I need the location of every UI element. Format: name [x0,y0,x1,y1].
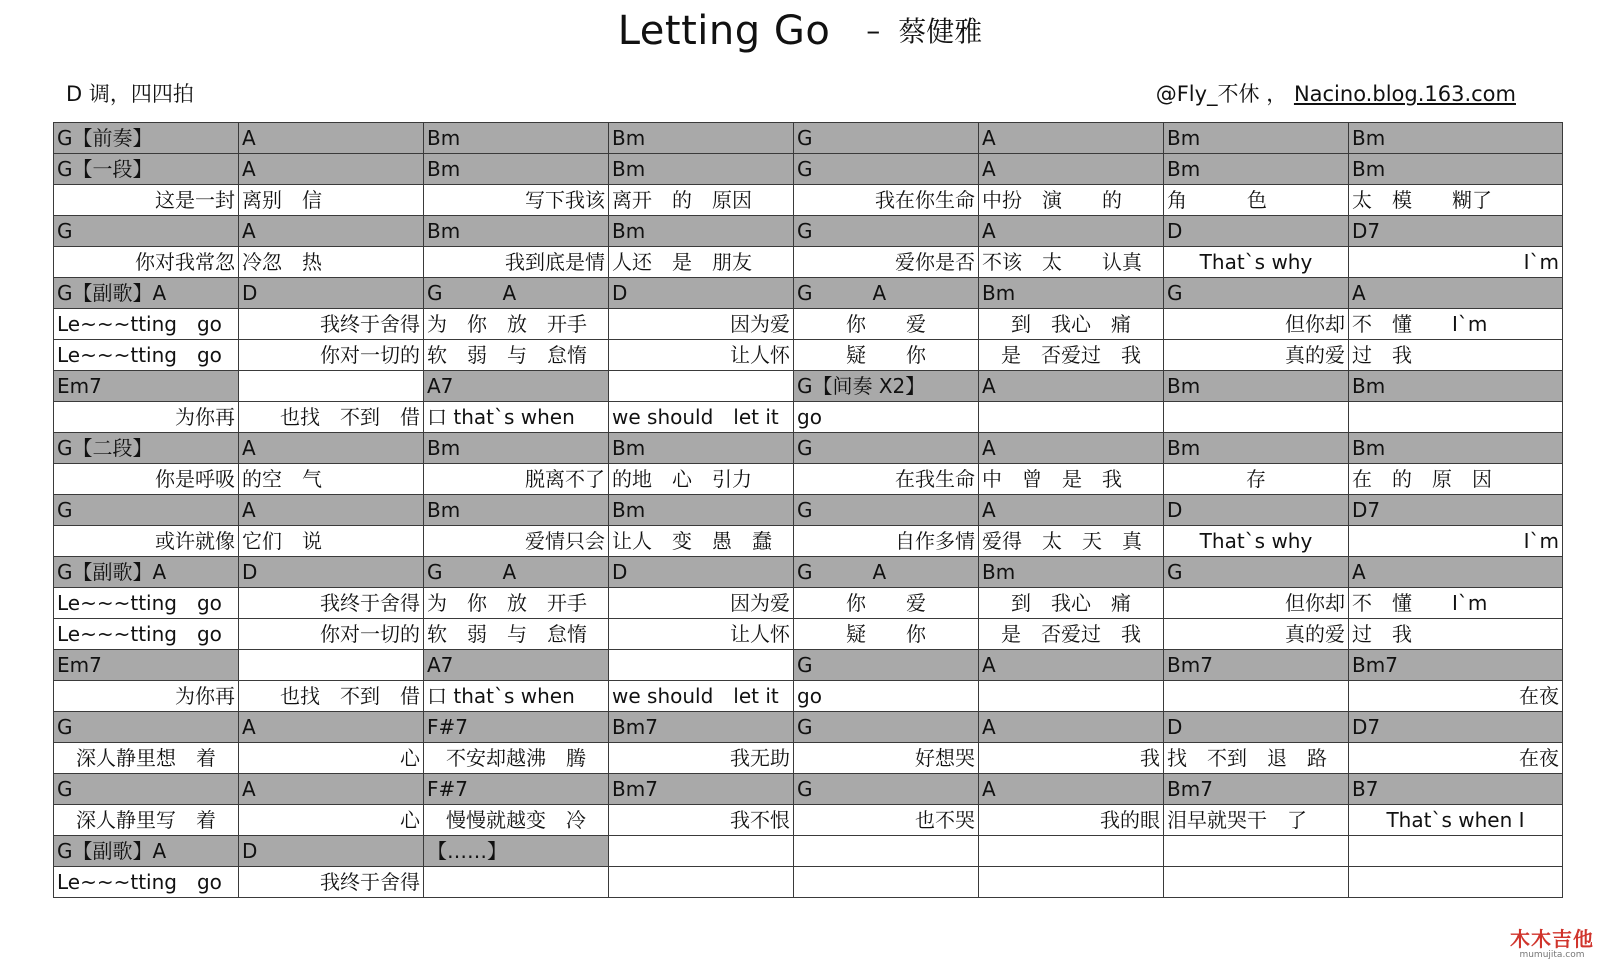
lyric-row [54,340,1563,371]
lyric-cell: 软 弱 与 怠惰 [424,340,609,371]
lyric-cell: 我终于舍得 [239,867,424,898]
chord-cell: Bm [424,154,609,185]
lyric-cell: we should let it [609,402,794,433]
lyric-cell: 找 不到 退 路 [1164,743,1349,774]
lyric-cell: 让人 变 愚 蠢 [609,526,794,557]
chord-cell: A7 [424,371,609,402]
chord-cell: G [54,495,239,526]
chord-cell: Bm [424,123,609,154]
chord-cell: Bm7 [1349,650,1563,681]
chord-row [54,712,1563,743]
chord-cell: Bm [979,557,1164,588]
lyric-cell: 爱得 太 天 真 [979,526,1164,557]
lyric-cell: 真的爱 [1164,619,1349,650]
chord-cell: A [979,433,1164,464]
lyric-cell: 但你却 [1164,588,1349,619]
chord-row [54,495,1563,526]
lyric-cell: 太 模 糊了 [1349,185,1563,216]
lyric-cell [1164,402,1349,433]
chord-row [54,123,1563,154]
chord-cell: Bm [609,495,794,526]
lyric-cell: Le~~~tting go [54,309,239,340]
chord-cell: G【间奏 X2】 [794,371,979,402]
chord-cell: G A [794,557,979,588]
lyric-cell: 存 [1164,464,1349,495]
chord-cell: A [979,774,1164,805]
lyric-cell: 口 that`s when [424,402,609,433]
chord-cell: Bm [424,433,609,464]
lyric-cell: 爱你是否 [794,247,979,278]
chord-cell: G [54,712,239,743]
chord-cell: Em7 [54,371,239,402]
lyric-cell: 真的爱 [1164,340,1349,371]
chord-cell [609,836,794,867]
chord-row [54,216,1563,247]
lyric-cell: 但你却 [1164,309,1349,340]
lyric-cell: 因为爱 [609,309,794,340]
chord-cell: D [1164,216,1349,247]
lyric-row [54,402,1563,433]
lyric-cell: 疑 你 [794,340,979,371]
lyric-cell: 不该 太 认真 [979,247,1164,278]
lyric-cell: 我 [979,743,1164,774]
lyric-cell: 中扮 演 的 [979,185,1164,216]
chord-cell: Bm [1164,371,1349,402]
lyric-cell: 过 我 [1349,340,1563,371]
lyric-cell: 自作多情 [794,526,979,557]
chord-cell [1349,836,1563,867]
chord-cell: Bm [424,495,609,526]
chord-cell [979,836,1164,867]
chord-cell: Bm [609,216,794,247]
lyric-cell [794,867,979,898]
lyric-cell: 的地 心 引力 [609,464,794,495]
artist-name: 蔡健雅 [898,15,983,48]
watermark-text: 木木吉他 [1510,927,1594,951]
chord-cell: G A [424,278,609,309]
lyric-cell: I`m [1349,526,1563,557]
lyric-cell: 你 爱 [794,309,979,340]
credit [1156,80,1516,108]
watermark-logo [1510,929,1594,960]
chord-cell: G【前奏】 [54,123,239,154]
chord-cell: G【副歌】A [54,557,239,588]
chord-cell [794,836,979,867]
lyric-cell: 人还 是 朋友 [609,247,794,278]
title-dash: – [866,14,881,47]
chord-cell: D [239,836,424,867]
chord-cell: A [979,371,1164,402]
lyric-cell: That`s why [1164,247,1349,278]
lyric-cell: 深人静里想 着 [54,743,239,774]
chord-row [54,433,1563,464]
chord-cell: G [1164,557,1349,588]
chord-cell: Bm [1164,154,1349,185]
lyric-cell: 我到底是情 [424,247,609,278]
lyric-cell: 在我生命 [794,464,979,495]
chord-cell: D7 [1349,712,1563,743]
chord-cell: G【副歌】A [54,278,239,309]
chord-cell: Bm [1349,433,1563,464]
lyric-cell: That`s why [1164,526,1349,557]
chord-cell [609,650,794,681]
chord-cell: G [794,712,979,743]
chord-cell: A [239,433,424,464]
chord-cell: G [794,154,979,185]
lyric-row [54,526,1563,557]
chord-cell [239,371,424,402]
watermark-url: mumujita.com [1519,950,1585,960]
lyric-row [54,805,1563,836]
lyric-row [54,681,1563,712]
chord-cell: G [794,123,979,154]
lyric-cell: go [794,402,979,433]
chord-cell: Bm [424,216,609,247]
lyric-cell: I`m [1349,247,1563,278]
lyric-cell: 在夜 [1349,743,1563,774]
chord-cell: Bm7 [609,774,794,805]
chord-cell: D [239,278,424,309]
lyric-cell [1164,867,1349,898]
chord-row [54,836,1563,867]
song-title: Letting Go [617,8,831,54]
chord-sheet-table [53,122,1563,898]
lyric-cell: That`s when I [1349,805,1563,836]
lyric-cell: 脱离不了 [424,464,609,495]
chord-cell: A [239,216,424,247]
lyric-row [54,309,1563,340]
chord-row [54,557,1563,588]
chord-cell: B7 [1349,774,1563,805]
lyric-cell: 我在你生命 [794,185,979,216]
lyric-cell: 中 曾 是 我 [979,464,1164,495]
lyric-cell: 写下我该 [424,185,609,216]
lyric-cell: Le~~~tting go [54,340,239,371]
lyric-cell: go [794,681,979,712]
chord-cell: F#7 [424,774,609,805]
lyric-cell: 你是呼吸 [54,464,239,495]
chord-cell: Bm [609,433,794,464]
chord-cell: A [239,774,424,805]
chord-cell: G [794,774,979,805]
lyric-cell: 冷忽 热 [239,247,424,278]
chord-cell: A [239,123,424,154]
lyric-cell [609,867,794,898]
chord-cell: A7 [424,650,609,681]
lyric-row [54,185,1563,216]
chord-cell: G [54,774,239,805]
lyric-cell: 我的眼 [979,805,1164,836]
chord-cell: A [239,495,424,526]
lyric-cell: 深人静里写 着 [54,805,239,836]
lyric-cell: 我终于舍得 [239,309,424,340]
lyric-cell [1349,867,1563,898]
lyric-row [54,464,1563,495]
chord-cell: D [1164,495,1349,526]
lyric-row [54,619,1563,650]
chord-cell [239,650,424,681]
chord-cell: D [609,278,794,309]
lyric-row [54,247,1563,278]
chord-row [54,650,1563,681]
chord-cell: D7 [1349,495,1563,526]
lyric-cell: 不 懂 I`m [1349,309,1563,340]
lyric-cell: 疑 你 [794,619,979,650]
chord-cell: A [1349,557,1563,588]
lyric-cell: 你对一切的 [239,619,424,650]
lyric-cell: 口 that`s when [424,681,609,712]
chord-cell: A [979,712,1164,743]
chord-cell: Bm [609,154,794,185]
lyric-cell: 好想哭 [794,743,979,774]
lyric-cell: 这是一封 [54,185,239,216]
chord-cell: Bm [609,123,794,154]
chord-cell: A [979,650,1164,681]
chord-cell: G [794,216,979,247]
chord-cell: A [979,495,1164,526]
chord-row [54,371,1563,402]
chord-cell: A [1349,278,1563,309]
chord-cell: G [54,216,239,247]
lyric-cell: 你对我常忽 [54,247,239,278]
chord-cell: D [609,557,794,588]
chord-cell: G【副歌】A [54,836,239,867]
lyric-cell: 到 我心 痛 [979,588,1164,619]
lyric-cell [979,402,1164,433]
chord-cell [609,371,794,402]
lyric-cell [979,867,1164,898]
lyric-cell [1164,681,1349,712]
lyric-cell: 是 否爱过 我 [979,340,1164,371]
lyric-cell: 不 懂 I`m [1349,588,1563,619]
lyric-row [54,743,1563,774]
lyric-cell: 心 [239,805,424,836]
chord-cell: G [794,495,979,526]
lyric-cell: 也不哭 [794,805,979,836]
lyric-cell: 也找 不到 借 [239,681,424,712]
lyric-cell: 我无助 [609,743,794,774]
lyric-row [54,588,1563,619]
lyric-cell: 离开 的 原因 [609,185,794,216]
chord-cell [1164,836,1349,867]
chord-cell: A [979,154,1164,185]
lyric-cell: 我终于舍得 [239,588,424,619]
lyric-cell: 泪早就哭干 了 [1164,805,1349,836]
chord-cell: Bm7 [609,712,794,743]
chord-cell: A [239,712,424,743]
lyric-cell: 到 我心 痛 [979,309,1164,340]
chord-cell: 【……】 [424,836,609,867]
chord-cell: G [794,433,979,464]
chord-cell: Bm7 [1164,774,1349,805]
chord-cell: A [979,216,1164,247]
chord-cell: D [239,557,424,588]
chord-cell: Bm [1164,123,1349,154]
chord-row [54,154,1563,185]
credit-user: @Fly_不休 ， [1155,82,1288,106]
chord-cell: A [979,123,1164,154]
lyric-cell: 让人怀 [609,619,794,650]
chord-cell: D7 [1349,216,1563,247]
lyric-cell: we should let it [609,681,794,712]
chord-cell: Bm [979,278,1164,309]
lyric-cell: 它们 说 [239,526,424,557]
lyric-cell: Le~~~tting go [54,588,239,619]
lyric-cell: Le~~~tting go [54,867,239,898]
lyric-cell: Le~~~tting go [54,619,239,650]
chord-cell: G【一段】 [54,154,239,185]
lyric-cell: 是 否爱过 我 [979,619,1164,650]
lyric-row [54,867,1563,898]
song-title-line [0,6,1600,57]
lyric-cell: 不安却越沸 腾 [424,743,609,774]
chord-cell: Bm [1164,433,1349,464]
chord-cell: A [239,154,424,185]
lyric-cell: 你对一切的 [239,340,424,371]
chord-cell: D [1164,712,1349,743]
lyric-cell: 软 弱 与 怠惰 [424,619,609,650]
lyric-cell: 心 [239,743,424,774]
credit-link[interactable]: Nacino.blog.163.com [1293,82,1516,106]
lyric-cell [1349,402,1563,433]
lyric-cell: 也找 不到 借 [239,402,424,433]
lyric-cell: 我不恨 [609,805,794,836]
key-signature: D 调，四四拍 [66,82,194,106]
lyric-cell [979,681,1164,712]
chord-cell: Bm7 [1164,650,1349,681]
lyric-cell: 让人怀 [609,340,794,371]
lyric-cell: 为你再 [54,402,239,433]
chord-cell: G [794,650,979,681]
chord-row [54,278,1563,309]
chord-cell: G A [794,278,979,309]
chord-row [54,774,1563,805]
lyric-cell: 角 色 [1164,185,1349,216]
lyric-cell: 为 你 放 开手 [424,588,609,619]
lyric-cell: 慢慢就越变 冷 [424,805,609,836]
lyric-cell: 的空 气 [239,464,424,495]
chord-cell: Bm [1349,123,1563,154]
chord-cell: F#7 [424,712,609,743]
lyric-cell: 为 你 放 开手 [424,309,609,340]
lyric-cell: 在 的 原 因 [1349,464,1563,495]
chord-cell: Em7 [54,650,239,681]
chord-cell: G A [424,557,609,588]
lyric-cell [424,867,609,898]
lyric-cell: 你 爱 [794,588,979,619]
chord-cell: Bm [1349,371,1563,402]
lyric-cell: 离别 信 [239,185,424,216]
lyric-cell: 为你再 [54,681,239,712]
lyric-cell: 或许就像 [54,526,239,557]
lyric-cell: 过 我 [1349,619,1563,650]
chord-cell: G [1164,278,1349,309]
lyric-cell: 在夜 [1349,681,1563,712]
chord-cell: Bm [1349,154,1563,185]
lyric-cell: 因为爱 [609,588,794,619]
lyric-cell: 爱情只会 [424,526,609,557]
chord-cell: G【二段】 [54,433,239,464]
